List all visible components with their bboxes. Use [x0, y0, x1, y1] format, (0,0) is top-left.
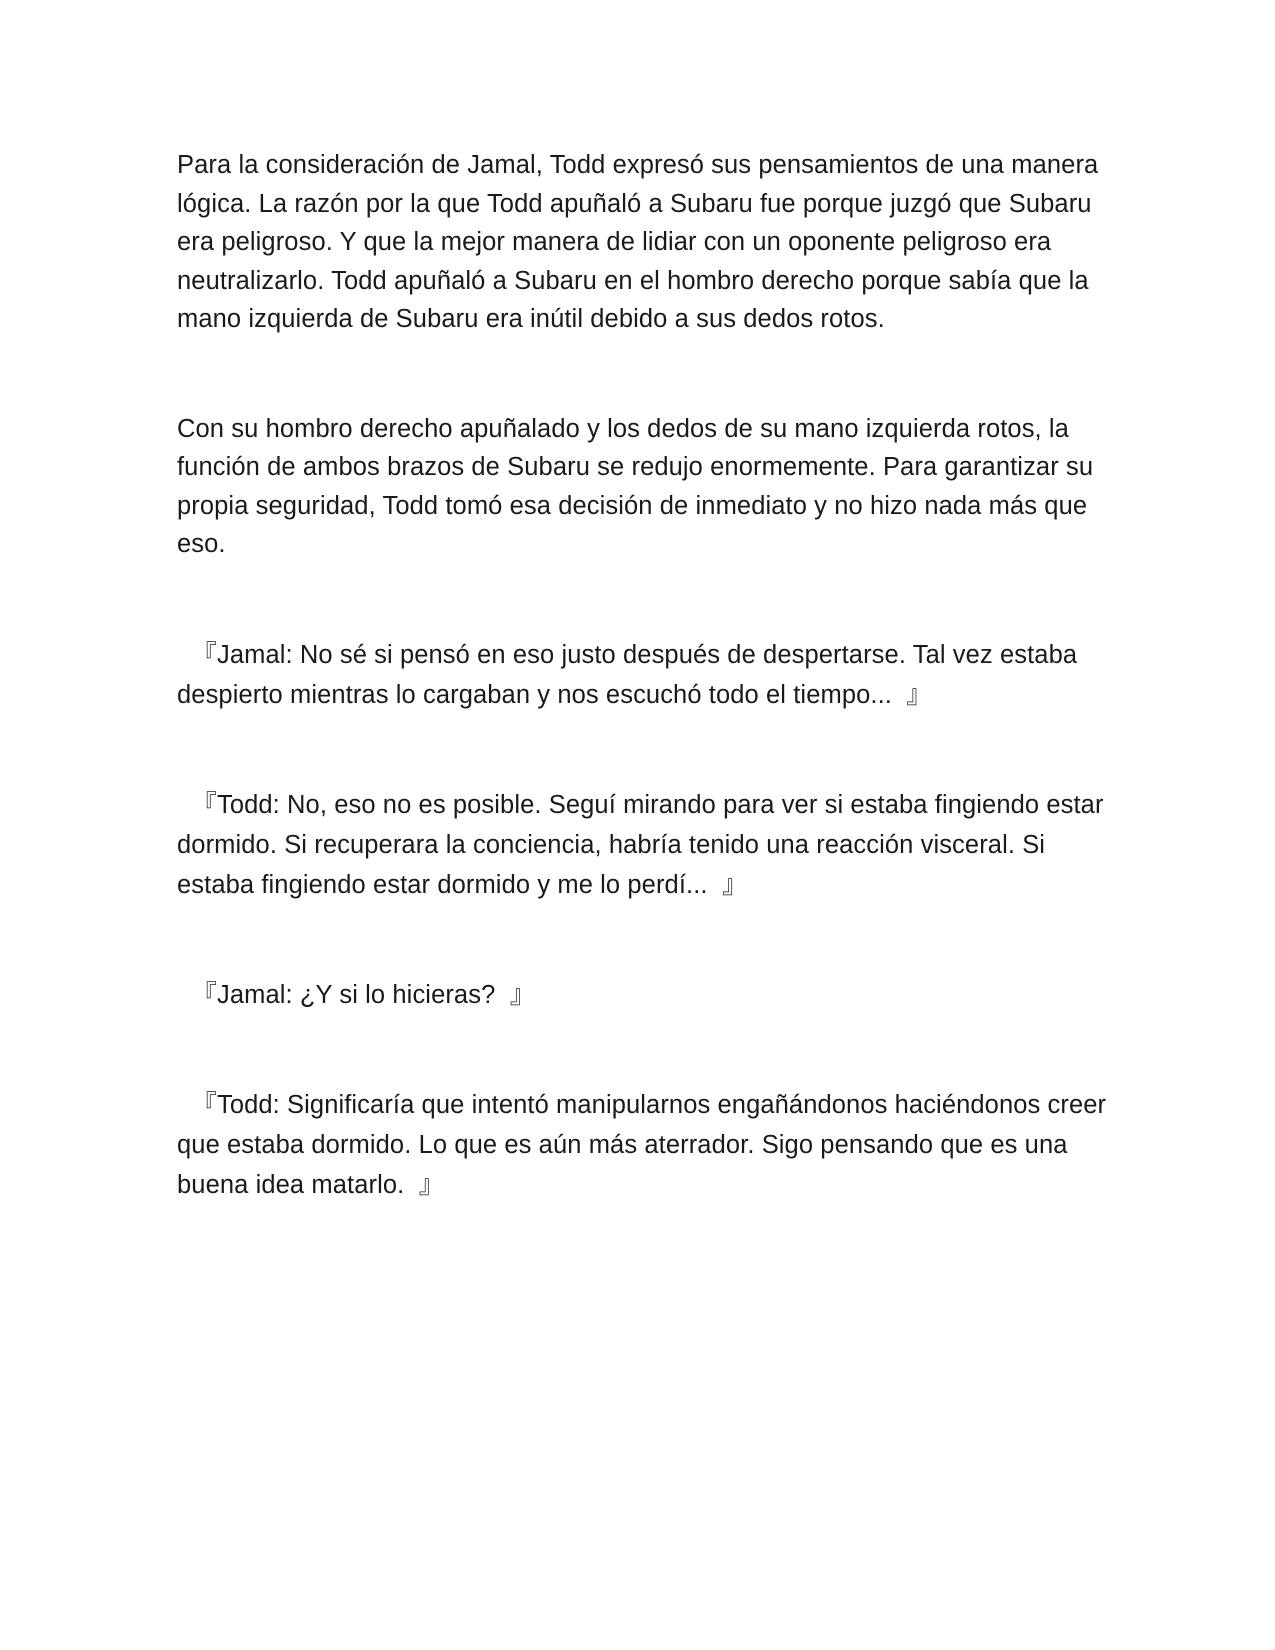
paragraph-spacer	[177, 715, 1107, 785]
paragraph-spacer	[177, 339, 1107, 410]
dialogue-todd-1: 『Todd: No, eso no es posible. Seguí mirando para ver si estaba fingiendo estar dormido. Si recuperara la conciencia, habría tenido una reacción visceral. Si estaba fingiendo estar dormido y me lo perdí... 』	[177, 790, 1104, 899]
paragraph-todd-logic: Para la consideración de Jamal, Todd expresó sus pensamientos de una manera lógica. La razón por la que Todd apuñaló a Subaru fue porque juzgó que Subaru era peligroso. Y que la mejor manera de lidiar con un oponente peligroso era neutralizarlo. Todd apuñaló a Subaru en el hombro derecho porque sabía que la mano izquierda de Subaru era inútil debido a sus dedos rotos.	[177, 151, 1099, 333]
dialogue-jamal-2: 『Jamal: ¿Y si lo hicieras? 』	[177, 980, 536, 1009]
paragraph-spacer	[177, 1015, 1107, 1085]
dialogue-todd-2: 『Todd: Significaría que intentó manipularnos engañándonos haciéndonos creer que estaba dormido. Lo que es aún más aterrador. Sigo pensando que es una buena idea matarlo. 』	[177, 1090, 1107, 1199]
document-body	[177, 146, 1107, 1205]
dialogue-jamal-1: 『Jamal: No sé si pensó en eso justo después de despertarse. Tal vez estaba despierto mientras lo cargaban y nos escuchó todo el tiempo... 』	[177, 640, 1078, 709]
paragraph-subaru-arms: Con su hombro derecho apuñalado y los dedos de su mano izquierda rotos, la función de ambos brazos de Subaru se redujo enormemente. Para garantizar su propia seguridad, Todd tomó esa decisión de inmediato y no hizo nada más que eso.	[177, 414, 1094, 558]
paragraph-spacer	[177, 564, 1107, 635]
paragraph-spacer	[177, 905, 1107, 975]
